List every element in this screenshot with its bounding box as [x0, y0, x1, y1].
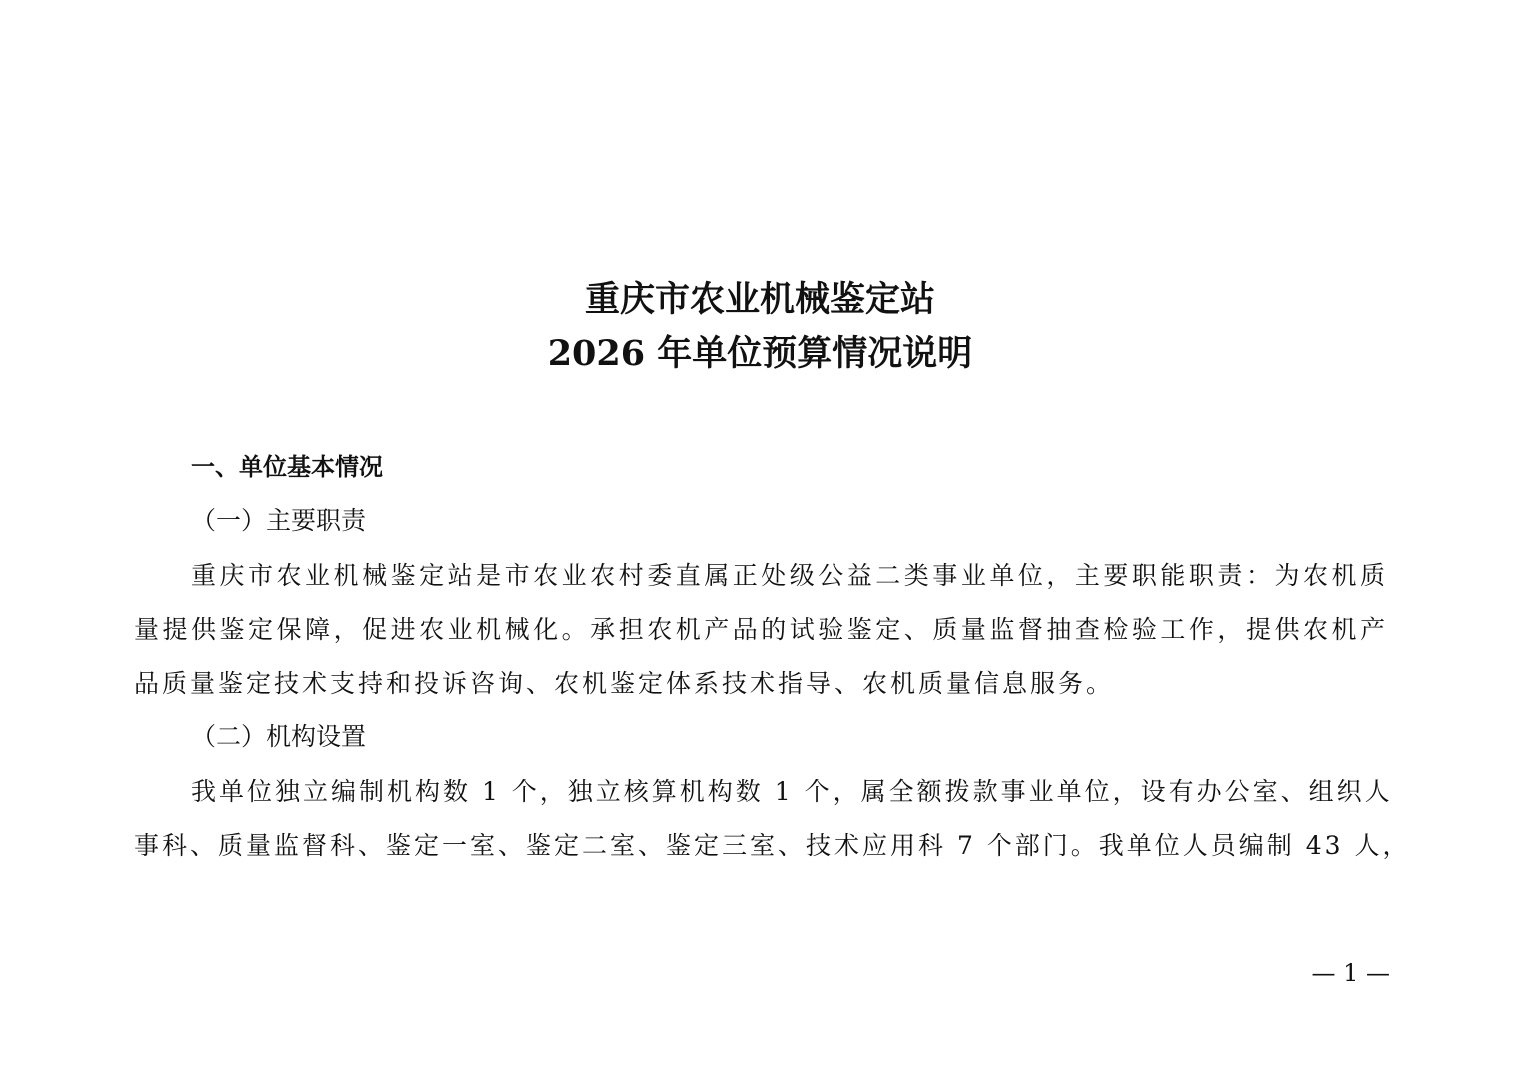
paragraph-line: 事科、质量监督科、鉴定一室、鉴定二室、鉴定三室、技术应用科 7 个部门。我单位人员编制 43 人，: [134, 831, 1411, 860]
document-title: [0, 273, 1520, 381]
paragraph-responsibilities: [134, 549, 1388, 711]
page-number: — 1 —: [1311, 959, 1390, 987]
paragraph-line: 量提供鉴定保障，促进农业机械化。承担农机产品的试验鉴定、质量监督抽查检验工作，提供农机产: [134, 615, 1388, 644]
paragraph-line: 重庆市农业机械鉴定站是市农业农村委直属正处级公益二类事业单位，主要职能职责：为农机质: [191, 561, 1388, 590]
subsection-heading-responsibilities: （一）主要职责: [191, 506, 367, 535]
section-heading-basic-info: 一、单位基本情况: [191, 453, 383, 481]
paragraph-organization: [134, 765, 1411, 873]
paragraph-line: 品质量鉴定技术支持和投诉咨询、农机鉴定体系技术指导、农机质量信息服务。: [134, 669, 1115, 698]
title-line-1: 重庆市农业机械鉴定站: [584, 279, 935, 320]
subsection-heading-organization: （二）机构设置: [191, 722, 367, 751]
paragraph-line: 我单位独立编制机构数 1 个，独立核算机构数 1 个，属全额拨款事业单位，设有办公室、组织人: [191, 777, 1393, 806]
title-line-2: 2026 年单位预算情况说明: [547, 333, 973, 374]
